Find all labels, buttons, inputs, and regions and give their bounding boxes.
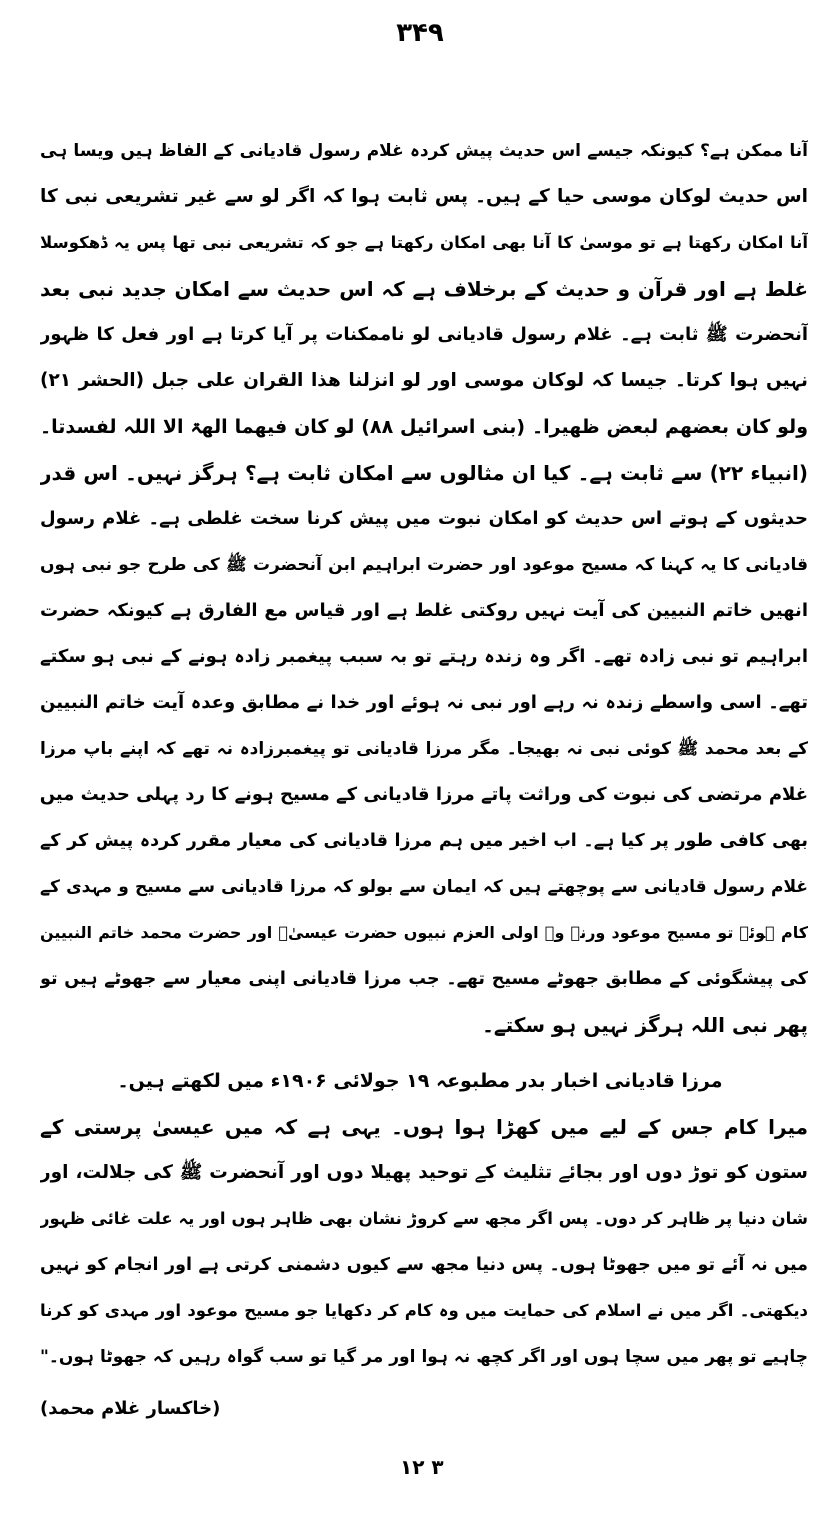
text-line: کے بعد محمد ﷺ کوئی نبی نہ بھیجا۔ مگر مرزا قادیانی تو پیغمبرزادہ نہ تھے کہ اپنے باپ مرزا xyxy=(40,739,808,759)
text-line: غلام رسول قادیانی سے پوچھتے ہیں کہ ایمان سے بولو کہ مرزا قادیانی سے مسیح و مہدی کے xyxy=(40,877,808,897)
quote-line: چاہیے تو پھر میں سچا ہوں اور اگر کچھ نہ ہوا اور مر گیا تو سب گواہ رہیں کہ جھوٹا ہوں۔" xyxy=(40,1347,808,1367)
text-line: بھی کافی طور پر کیا ہے۔ اب اخیر میں ہم مرزا قادیانی کی معیار مقرر کردہ پیش کر کے xyxy=(40,831,808,851)
text-line: ولو کان بعضھم لبعض ظھیرا۔ (بنی اسرائیل ۸۸) لو کان فیھما الھۃ الا اللہ لفسدتا۔ xyxy=(40,416,808,438)
main-text xyxy=(40,128,808,1048)
text-line: ابراہیم تو نبی زادہ تھے۔ اگر وہ زندہ رہتے تو بہ سبب پیغمبر زادہ ہونے کے نبی ہو سکتے xyxy=(40,646,808,667)
text-line: غلام مرتضی کی نبوت کی وراثت پاتے مرزا قادیانی کے مسیح ہونے کا رد پہلی حدیث میں xyxy=(40,784,808,805)
text-line: پھر نبی اللہ ہرگز نہیں ہو سکتے۔ xyxy=(482,1013,808,1037)
quote-line: میرا کام جس کے لیے میں کھڑا ہوا ہوں۔ یہی ہے کہ میں عیسیٰ پرستی کے xyxy=(40,1115,808,1139)
text-line: انھیں خاتم النبیین کی آیت نہیں روکتی غلط ہے اور قیاس مع الفارق ہے کیونکہ حضرت xyxy=(40,600,808,621)
text-line: تھے۔ اسی واسطے زندہ نہ رہے اور نبی نہ ہوئے اور خدا نے مطابق وعدہ آیت خاتم النبیین xyxy=(40,692,808,713)
page-number: ۳۴۹ xyxy=(396,18,444,48)
quotation xyxy=(40,1104,808,1380)
footer-mark: ۱۲ ۳ xyxy=(400,1455,444,1479)
signature: (خاکسار غلام محمد) xyxy=(40,1398,221,1419)
text-line: غلط ہے اور قرآن و حدیث کے برخلاف ہے کہ اس حدیث سے امکان جدید نبی بعد xyxy=(40,277,808,301)
text-line: اس حدیث لوکان موسی حیا کے ہیں۔ پس ثابت ہوا کہ اگر لو سے غیر تشریعی نبی کا xyxy=(40,186,808,207)
text-line: کام ہوئے تو مسیح موعود ورنہ وہ اولی العزم نبیوں حضرت عیسیٰؑ اور حضرت محمد خاتم النبیین xyxy=(40,923,808,942)
text-line: حدیثوں کے ہوتے اس حدیث کو امکان نبوت میں پیش کرنا سخت غلطی ہے۔ غلام رسول xyxy=(40,508,808,529)
quote-line: دیکھتی۔ اگر میں نے اسلام کی حمایت میں وہ کام کر دکھایا جو مسیح موعود اور مہدی کو کرنا xyxy=(40,1301,808,1320)
quote-line: میں نہ آئے تو میں جھوٹا ہوں۔ پس دنیا مجھ سے کیوں دشمنی کرتی ہے اور انجام کو نہیں xyxy=(40,1255,808,1275)
text-line: کی پیشگوئی کے مطابق جھوٹے مسیح تھے۔ جب مرزا قادیانی اپنی معیار سے جھوٹے ہیں تو xyxy=(40,969,808,989)
text-line: نہیں ہوا کرتا۔ جیسا کہ لوکان موسی اور لو انزلنا ھذا القران علی جبل (الحشر ۲۱) xyxy=(40,370,808,391)
text-line: آنا امکان رکھتا ہے تو موسیٰ کا آنا بھی امکان رکھتا ہے جو کہ تشریعی نبی تھا پس یہ ڈھکوسلا xyxy=(40,233,808,252)
quote-line: شان دنیا پر ظاہر کر دوں۔ پس اگر مجھ سے کروڑ نشان بھی ظاہر ہوں اور یہ علت غائی ظہور xyxy=(40,1209,808,1228)
text-line: (انبیاء ۲۲) سے ثابت ہے۔ کیا ان مثالوں سے امکان ثابت ہے؟ ہرگز نہیں۔ اس قدر xyxy=(40,461,808,485)
quote-intro: مرزا قادیانی اخبار بدر مطبوعہ ۱۹ جولائی ۱۹۰۶ء میں لکھتے ہیں۔ xyxy=(117,1070,723,1092)
quote-line: ستون کو توڑ دوں اور بجائے تثلیث کے توحید پھیلا دوں اور آنحضرت ﷺ کی جلالت، اور xyxy=(40,1162,808,1183)
text-line: قادیانی کا یہ کہنا کہ مسیح موعود اور حضرت ابراہیم ابن آنحضرت ﷺ کی طرح جو نبی ہوں xyxy=(40,555,808,575)
text-line: آنا ممکن ہے؟ کیونکہ جیسے اس حدیث پیش کردہ غلام رسول قادیانی کے الفاظ ہیں ویسا ہی xyxy=(40,141,808,161)
text-line: آنحضرت ﷺ ثابت ہے۔ غلام رسول قادیانی لو ناممکنات پر آیا کرتا ہے اور فعل کا ظہور xyxy=(40,324,808,345)
